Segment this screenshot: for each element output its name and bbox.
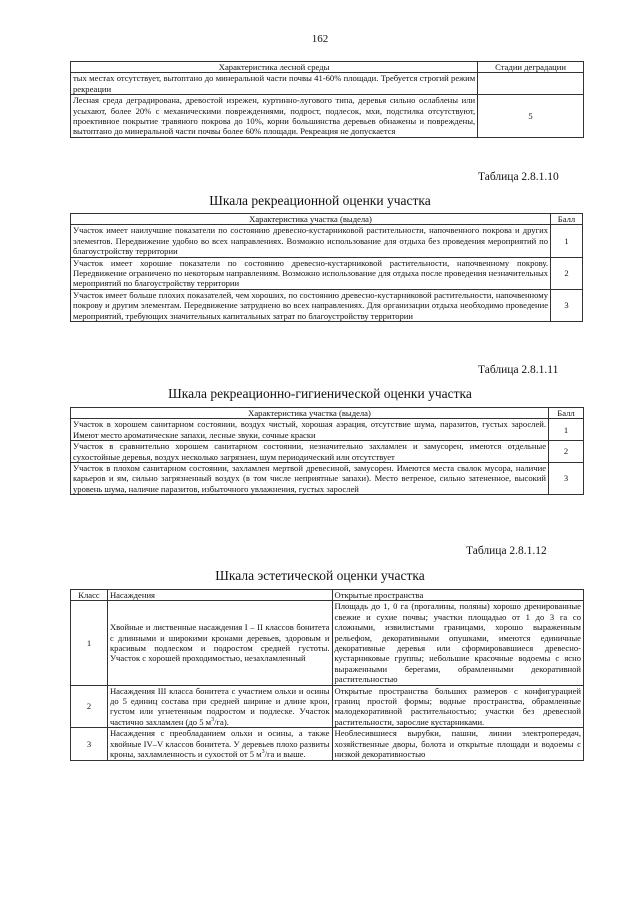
table-row: [71, 463, 584, 495]
table-row: [71, 95, 584, 138]
column-header: Балл: [551, 214, 583, 225]
table-title: Шкала рекреационной оценки участка: [209, 193, 431, 208]
page-number: 162: [311, 33, 329, 45]
column-header: Открытые пространства: [332, 590, 584, 601]
column-header: Балл: [549, 408, 584, 419]
column-header: Стадии деградации: [478, 62, 584, 73]
stands-text: Насаждения III класса бонитета с участием ольхи и осины до 5 единиц состава при средней ширине и длине крон, густом или угнетенным подростом и подлеске. Участок частично захламлен (до 5 м: [109, 685, 330, 727]
stands-cell: [107, 728, 332, 760]
table-cell: [478, 73, 584, 95]
hygiene-score-table: [70, 407, 584, 495]
table-caption: Таблица 2.8.1.10: [478, 171, 559, 183]
score-cell: 1: [551, 225, 583, 257]
table-row: [71, 225, 583, 257]
table-row: [71, 289, 583, 321]
table-cell: Участок в хорошем санитарном состоянии, воздух чистый, хорошая аэрация, отсутствие шума, паразитов, густых зарослей. Имеют место ароматические запахи, лесные звуки, сочные краски: [71, 419, 549, 441]
table-row: [71, 601, 584, 685]
table-title: Шкала рекреационно-гигиенической оценки участка: [168, 386, 472, 401]
table-row: [71, 73, 584, 95]
column-header: Характеристика участка (выдела): [71, 408, 549, 419]
class-cell: 3: [71, 728, 108, 760]
table-cell: Участок имеет хорошие показатели по состоянию древесно-кустарниковой растительности, напочвенному покрову. Передвижение ограничено по некоторым направлениям. Возможно использование для отдыха после проведения незначительных мероприятий по благоустройству территории: [71, 257, 551, 289]
class-cell: 2: [71, 685, 108, 728]
table-row: [71, 257, 583, 289]
table-row: [71, 685, 584, 728]
superscript: 3: [261, 749, 265, 756]
score-cell: 2: [551, 257, 583, 289]
table-cell: тых местах отсутствует, вытоптано до минеральной части почвы 41-60% площади. Требуется строгий режим рекреации: [71, 73, 478, 95]
table-row: [71, 419, 584, 441]
score-cell: 2: [549, 441, 584, 463]
column-header: Характеристика лесной среды: [71, 62, 478, 73]
open-space-cell: Необлесившиеся вырубки, пашни, линии электропередач, хозяйственные дворы, болота и открытые площади и водоемы с низкой декоративностью: [332, 728, 584, 760]
class-cell: 1: [71, 601, 108, 685]
table-cell: Участок имеет больше плохих показателей, чем хороших, по состоянию древесно-кустарниковой растительности, напочвенному покрову и другим элементам. Передвижение затруднено во всех направлениях. Для организации отдыха необходимо проведение мероприятий, требующих значительных капитальных затрат по благоустройству территории: [71, 289, 551, 321]
table-cell: Участок имеет наилучшие показатели по состоянию древесно-кустарниковой растительности, напочвенного покрова и других элементов. Передвижение удобно во всех направлениях. Возможно использование для отдыха без проведения мероприятий по благоустройству территории: [71, 225, 551, 257]
superscript: 3: [211, 717, 215, 724]
table-caption: Таблица 2.8.1.11: [478, 364, 559, 376]
stands-text-end: /га).: [214, 716, 229, 727]
table-cell: Участок в плохом санитарном состоянии, захламлен мертвой древесиной, замусорен. Имеются места свалок мусора, наличие карьеров и ям, сильно загрязненный воздух (в том числе неприятные запахи). Место ветреное, сильно затененное, высокий уровень шума, наличие паразитов, избыточного увлажнения, густых зарослей: [71, 463, 549, 495]
stands-cell: [107, 685, 332, 728]
table-caption: Таблица 2.8.1.12: [466, 545, 547, 557]
table-cell: Лесная среда деградирована, древостой изрежен, куртинно-лугового типа, деревья сильно ослаблены или усыхают, более 20% с механическими повреждениями, подрост, подлесок, мхи, подстилка отсутствуют, проективное покрытие травяного покрова до 10%, корни большинства деревьев обнажены и повреждены, вытоптано до минеральной части почвы более 60% площади. Рекреация не допускается: [71, 95, 478, 138]
score-cell: 3: [551, 289, 583, 321]
column-header: Насаждения: [107, 590, 332, 601]
stage-cell: 5: [478, 95, 584, 138]
score-cell: 1: [549, 419, 584, 441]
table-row: [71, 441, 584, 463]
table-row: [71, 728, 584, 760]
stands-text: Насаждения с преобладанием ольхи и осины, а также хвойные IV–V классов бонитета. У деревьев плохо развиты кроны, захламленность и сухостой от 5 м: [109, 728, 330, 760]
stands-text-end: /га и выше.: [264, 749, 306, 760]
column-header: Класс: [71, 590, 108, 601]
open-space-cell: Открытые пространства больших размеров с конфигурацией границ простой формы; водные пространства, обрамленные малодекоративной растительностью; участки без древесной растительности, зарослие кустарниками.: [332, 685, 584, 728]
column-header: Характеристика участка (выдела): [71, 214, 551, 225]
recreation-score-table: [70, 213, 583, 322]
open-space-cell: Площадь до 1, 0 га (прогалины, поляны) хорошо дренированные свежие и сухие почвы; участки площадью от 1 до 3 га со сложными, извилистыми границами, хорошо выраженным рельефом, декоративными опушками, имеются единичные декоративные деревья или сформировавшиеся древесно-кустарниковые группы; небольшие красочные водоемы с ясно выраженными берегами, обрамленными декоративной растительностью: [332, 601, 584, 685]
aesthetic-score-table: [70, 589, 584, 761]
stands-cell: Хвойные и лиственные насаждения I – II классов бонитета с длинными и широкими кронами деревьев, здоровым и красивым подлеском и подростом средней густоты. Участок с хорошей проходимостью, незахламленный: [107, 601, 332, 685]
score-cell: 3: [549, 463, 584, 495]
forest-degradation-table: [70, 61, 584, 138]
table-title: Шкала эстетической оценки участка: [215, 568, 425, 583]
table-cell: Участок в сравнительно хорошем санитарном состоянии, незначительно захламлен и замусорен, имеются отдельные сухостойные деревья, воздух несколько загрязнен, шум периодический или отсутствует: [71, 441, 549, 463]
